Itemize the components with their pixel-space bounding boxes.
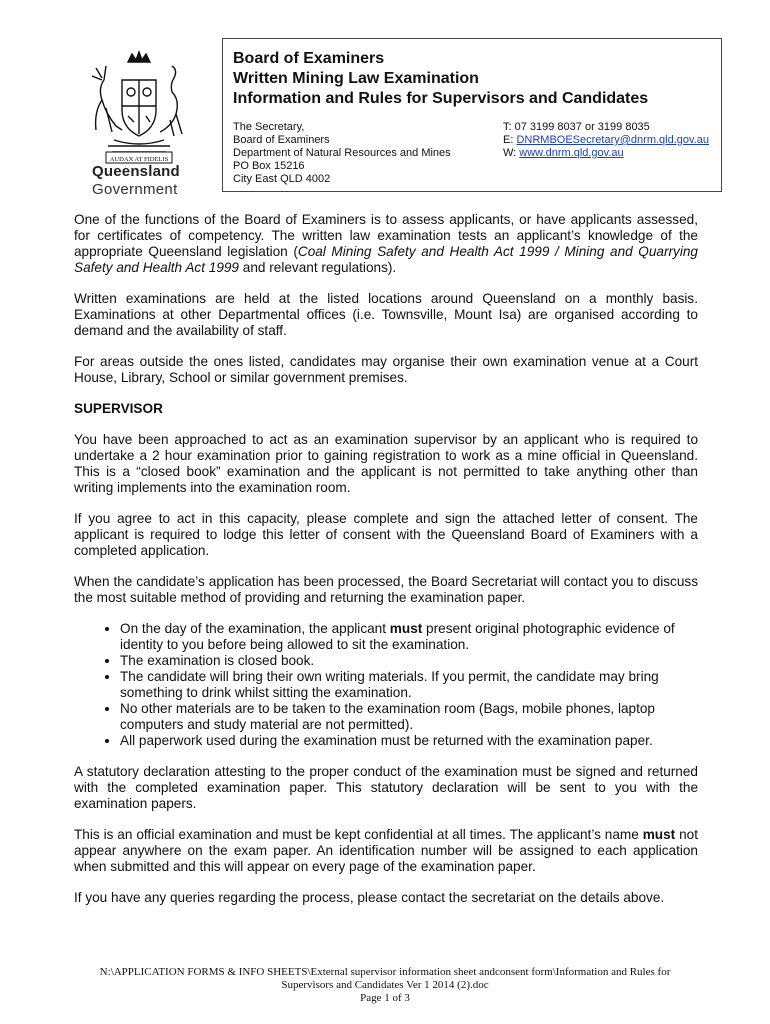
list-item — [120, 621, 698, 653]
address-line: The Secretary, — [233, 121, 305, 133]
supervisor-paragraph: You have been approached to act as an examination supervisor by an applicant who is required to undertake a 2 hour examination prior to gaining registration to work as a mine official in Queensland. This is a “closed book” examination and the applicant is not permitted to take anything other than writing implements into the examination room. — [74, 432, 698, 495]
title-line-1: Board of Examiners — [233, 50, 385, 67]
list-item: • All paperwork used during the examination must be returned with the examination paper. — [120, 733, 698, 749]
web-line — [503, 147, 709, 160]
page-number: Page 1 of 3 — [360, 992, 410, 1004]
document-title — [233, 49, 648, 109]
web-prefix: W: — [503, 147, 520, 159]
coat-of-arms-icon — [84, 48, 194, 166]
address-line: City East QLD 4002 — [233, 173, 331, 185]
phone-number: T: 07 3199 8037 or 3199 8035 — [503, 121, 650, 133]
locations-paragraph: Written examinations are held at the listed locations around Queensland on a monthly basis. Examinations at other Departmental offices (i.e. Townsville, Mount Isa) are organised according to demand and the availability of staff. — [74, 291, 698, 338]
email-line — [503, 134, 709, 147]
intro-paragraph — [74, 212, 698, 276]
legislation-names: Coal Mining Safety and Health Act 1999 / Mining and Quarrying Safety and Health Act 1999 — [74, 244, 698, 275]
address-line: Department of Natural Resources and Mines — [233, 147, 451, 159]
venue-paragraph: For areas outside the ones listed, candidates may organise their own examination venue at a Court House, Library, School or similar government premises. — [74, 354, 698, 385]
email-link[interactable]: DNRMBOESecretary@dnrm.qld.gov.au — [516, 134, 709, 146]
processing-paragraph: When the candidate’s application has been processed, the Board Secretariat will contact you to discuss the most suitable method of providing and returning the examination paper. — [74, 574, 698, 605]
confidentiality-text: This is an official examination and must be kept confidential at all times. The applicant’s name — [74, 827, 643, 842]
file-path-line-2: Supervisors and Candidates Ver 1 2014 (2).doc — [281, 979, 489, 991]
file-path-line-1: N:\APPLICATION FORMS & INFO SHEETS\External supervisor information sheet andconsent form\Information and Rules for — [99, 966, 671, 978]
list-item: • No other materials are to be taken to the examination room (Bags, mobile phones, laptop computers and study material are not permitted). — [120, 701, 698, 733]
intro-text-end: and relevant regulations). — [239, 260, 397, 275]
email-prefix: E: — [503, 134, 517, 146]
queensland-wordmark: Queensland — [92, 163, 180, 180]
motto-text: AUDAX AT FIDELIS — [109, 156, 169, 163]
postal-address — [233, 121, 451, 186]
title-line-3: Information and Rules for Supervisors and Candidates — [233, 90, 649, 107]
header-box — [222, 38, 722, 192]
confidentiality-paragraph — [74, 827, 698, 875]
address-line: PO Box 15216 — [233, 160, 305, 172]
emphasis-text: must — [389, 621, 423, 636]
confidentiality-text-end: not appear anywhere on the exam paper. An identification number will be assigned to each application when submitted and this will appear on every page of the examination paper. — [74, 827, 698, 874]
consent-paragraph: If you agree to act in this capacity, please complete and sign the attached letter of consent. The applicant is required to lodge this letter of consent with the Queensland Board of Examiners with a completed application. — [74, 511, 698, 558]
rules-list — [74, 621, 698, 749]
emphasis-text: must — [642, 827, 676, 842]
list-item-text: present original photographic evidence of identity to you before being allowed to sit the examination. — [120, 621, 675, 652]
list-item: • The examination is closed book. — [120, 653, 698, 669]
declaration-paragraph: A statutory declaration attesting to the proper conduct of the examination must be signed and returned with the completed examination paper. This statutory declaration will be sent to you with the examination papers. — [74, 764, 698, 811]
website-link[interactable]: www.dnrm.qld.gov.au — [519, 147, 624, 159]
supervisor-heading: SUPERVISOR — [74, 401, 163, 416]
address-line: Board of Examiners — [233, 134, 330, 146]
document-body — [74, 212, 698, 921]
page-footer — [40, 966, 730, 1005]
queries-paragraph: If you have any queries regarding the process, please contact the secretariat on the details above. — [74, 890, 665, 905]
list-item-text: On the day of the examination, the applicant — [120, 621, 390, 636]
title-line-2: Written Mining Law Examination — [233, 70, 479, 87]
government-wordmark: Government — [92, 181, 178, 198]
intro-text: One of the functions of the Board of Examiners is to assess applicants, or have applicants assessed, for certificates of competency. The written law examination tests an applicant’s knowledge of the appropriate Queensland legislation ( — [74, 212, 698, 259]
list-item: • The candidate will bring their own writing materials. If you permit, the candidate may bring something to drink whilst sitting the examination. — [120, 669, 698, 701]
contact-details — [503, 121, 709, 160]
